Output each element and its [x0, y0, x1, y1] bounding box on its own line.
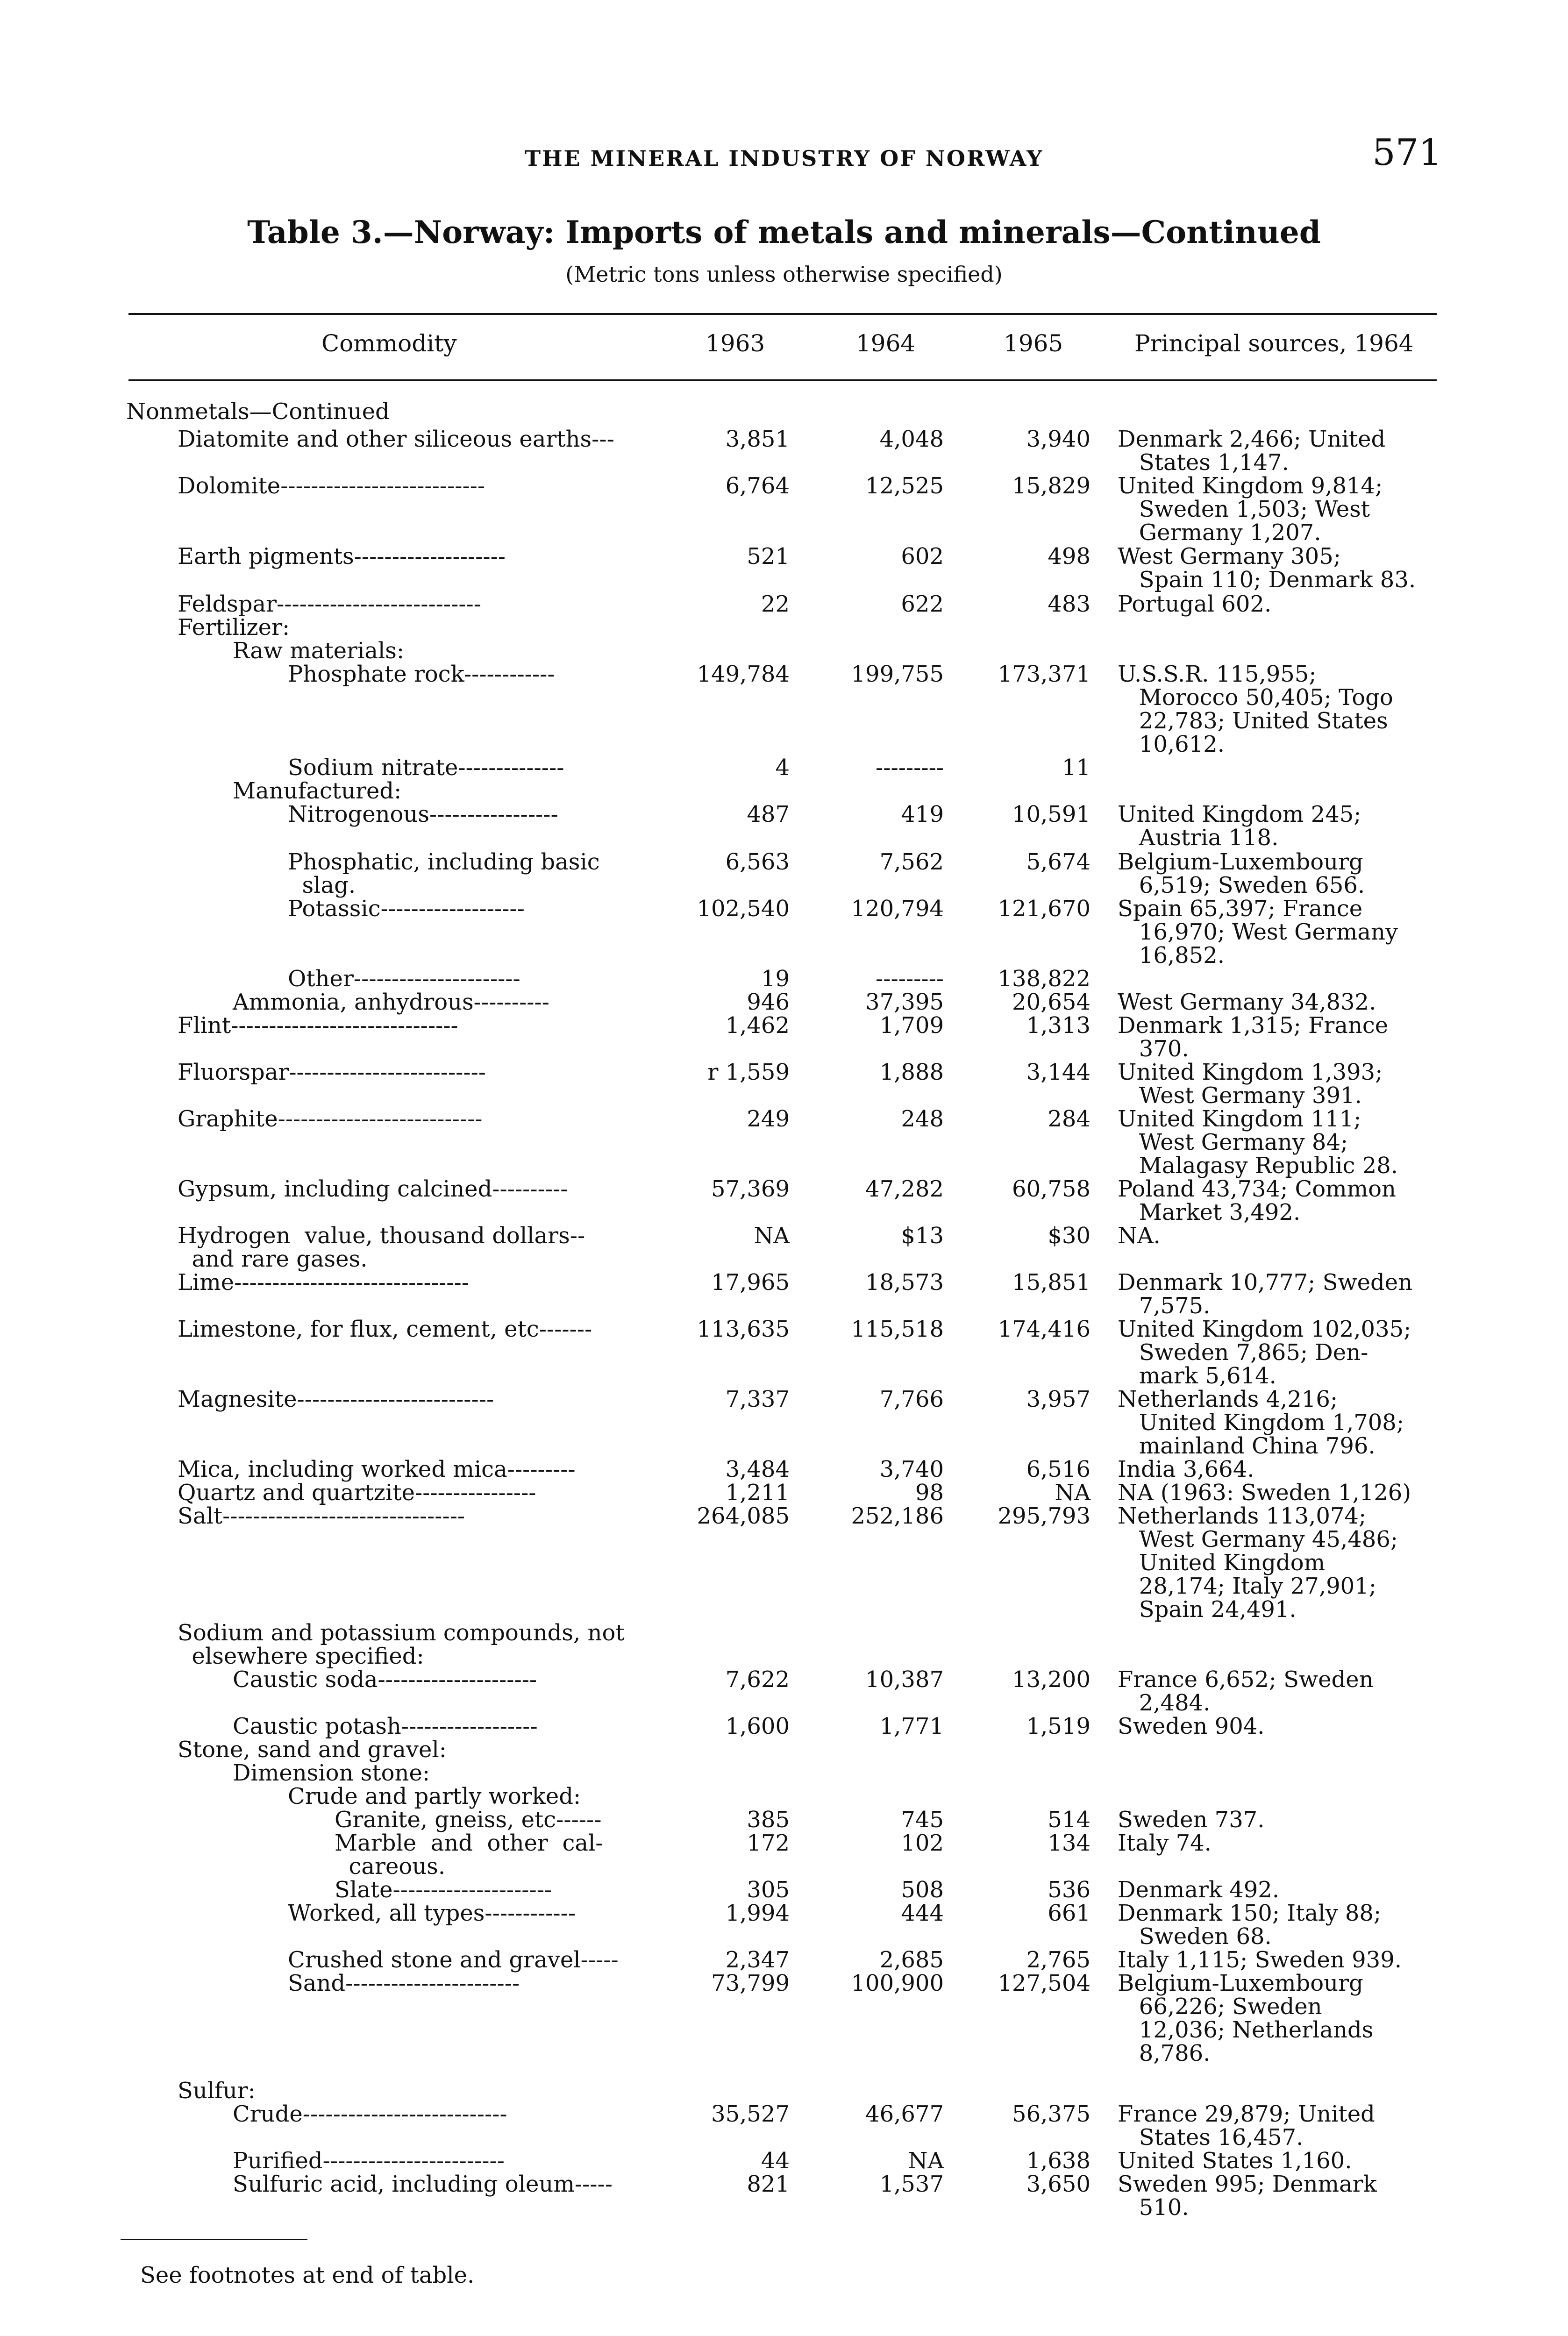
value-cell-1964: 102 [901, 1830, 944, 1856]
commodity-cell: Sulfur: [178, 2078, 256, 2104]
commodity-cell: Sulfuric acid, including oleum----- [233, 2171, 613, 2197]
commodity-cell: Phosphatic, including basic slag. [288, 849, 600, 898]
sources-cell: U.S.S.R. 115,955; Morocco 50,405; Togo 22,783; United States 10,612. [1118, 661, 1393, 757]
value-cell-1965: 3,957 [1026, 1386, 1090, 1412]
table-title: Table 3.—Norway: Imports of metals and minerals—Continued [247, 214, 1321, 250]
value-cell-1963: 17,965 [711, 1269, 790, 1296]
commodity-cell: Sand----------------------- [288, 1970, 520, 1996]
value-cell-1965: 498 [1048, 543, 1090, 570]
commodity-cell: Earth pigments-------------------- [178, 543, 506, 570]
commodity-cell: Crushed stone and gravel----- [288, 1947, 619, 1973]
value-cell-1963: NA [754, 1223, 790, 1249]
commodity-cell: Limestone, for flux, cement, etc------- [178, 1316, 592, 1342]
value-cell-1965: 15,829 [1012, 473, 1090, 499]
value-cell-1965: 174,416 [998, 1316, 1090, 1342]
sources-cell: NA (1963: Sweden 1,126) [1118, 1480, 1411, 1506]
value-cell-1965: 3,144 [1026, 1059, 1090, 1085]
value-cell-1964: --------- [876, 966, 944, 992]
value-cell-1964: 37,395 [865, 989, 944, 1015]
sources-cell: Poland 43,734; Common Market 3,492. [1118, 1176, 1396, 1225]
commodity-cell: Lime------------------------------- [178, 1269, 469, 1296]
value-cell-1964: 252,186 [851, 1503, 944, 1529]
value-cell-1965: 138,822 [998, 966, 1090, 992]
value-cell-1963: 1,462 [725, 1012, 790, 1039]
table-subtitle: (Metric tons unless otherwise specified) [565, 262, 1003, 287]
commodity-cell: Nonmetals—Continued [126, 399, 390, 425]
sources-cell: United Kingdom 9,814; Sweden 1,503; West Germany 1,207. [1118, 473, 1383, 546]
commodity-cell: Ammonia, anhydrous---------- [233, 989, 549, 1015]
value-cell-1963: 2,347 [725, 1947, 790, 1973]
value-cell-1964: 4,048 [879, 426, 944, 452]
commodity-cell: Diatomite and other siliceous earths--- [178, 426, 614, 452]
value-cell-1963: 172 [747, 1830, 790, 1856]
footnote: See footnotes at end of table. [140, 2262, 475, 2288]
sources-cell: Denmark 1,315; France 370. [1118, 1012, 1389, 1062]
value-cell-1963: 3,484 [725, 1456, 790, 1482]
sources-cell: India 3,664. [1118, 1456, 1254, 1482]
value-cell-1963: 487 [747, 801, 790, 827]
value-cell-1963: 305 [747, 1877, 790, 1903]
value-cell-1965: 1,638 [1026, 2148, 1090, 2174]
page-number: 571 [1372, 132, 1442, 174]
commodity-cell: Feldspar--------------------------- [178, 591, 481, 617]
value-cell-1964: 419 [901, 801, 944, 827]
sources-cell: United Kingdom 245; Austria 118. [1118, 801, 1361, 851]
commodity-cell: Purified------------------------ [233, 2148, 505, 2174]
column-header-1964: 1964 [856, 330, 916, 357]
value-cell-1963: 1,211 [725, 1480, 790, 1506]
footnote-rule [121, 2239, 307, 2240]
value-cell-1964: 7,766 [879, 1386, 944, 1412]
value-cell-1964: 100,900 [851, 1970, 944, 1996]
value-cell-1963: 7,337 [725, 1386, 790, 1412]
value-cell-1963: 35,527 [711, 2101, 790, 2127]
commodity-cell: Hydrogen value, thousand dollars-- and rare gases. [178, 1223, 585, 1272]
commodity-cell: Granite, gneiss, etc------ [335, 1807, 602, 1833]
commodity-cell: Marble and other cal- careous. [335, 1830, 603, 1880]
commodity-cell: Magnesite-------------------------- [178, 1386, 494, 1412]
value-cell-1963: 4 [775, 755, 790, 781]
value-cell-1963: 946 [747, 989, 790, 1015]
value-cell-1963: 385 [747, 1807, 790, 1833]
commodity-cell: Nitrogenous----------------- [288, 801, 558, 827]
commodity-cell: Salt-------------------------------- [178, 1503, 465, 1529]
commodity-cell: Sodium nitrate-------------- [288, 755, 564, 781]
column-header-commodity: Commodity [321, 330, 457, 357]
value-cell-1964: 602 [901, 543, 944, 570]
commodity-cell: Other---------------------- [288, 966, 520, 992]
sources-cell: Sweden 995; Denmark 510. [1118, 2171, 1377, 2221]
value-cell-1964: 508 [901, 1877, 944, 1903]
value-cell-1964: 120,794 [851, 896, 944, 922]
value-cell-1963: 521 [747, 543, 790, 570]
value-cell-1964: 199,755 [851, 661, 944, 687]
value-cell-1965: 60,758 [1012, 1176, 1090, 1202]
value-cell-1963: 7,622 [725, 1667, 790, 1693]
sources-cell: United States 1,160. [1118, 2148, 1352, 2174]
value-cell-1965: $30 [1048, 1223, 1090, 1249]
commodity-cell: Crude--------------------------- [233, 2101, 507, 2127]
commodity-cell: Slate--------------------- [335, 1877, 552, 1903]
running-head: THE MINERAL INDUSTRY OF NORWAY [524, 146, 1044, 171]
sources-cell: Italy 74. [1118, 1830, 1212, 1856]
sources-cell: Netherlands 4,216; United Kingdom 1,708; mainland China 796. [1118, 1386, 1404, 1459]
commodity-cell: Caustic potash------------------ [233, 1713, 538, 1739]
value-cell-1964: 1,709 [879, 1012, 944, 1039]
column-header-sources: Principal sources, 1964 [1134, 330, 1414, 357]
sources-cell: Portugal 602. [1118, 591, 1272, 617]
value-cell-1964: 7,562 [879, 849, 944, 875]
value-cell-1963: r 1,559 [707, 1059, 790, 1085]
value-cell-1963: 22 [761, 591, 790, 617]
value-cell-1965: 514 [1048, 1807, 1090, 1833]
commodity-cell: Gypsum, including calcined---------- [178, 1176, 568, 1202]
value-cell-1965: 121,670 [998, 896, 1090, 922]
value-cell-1965: 173,371 [998, 661, 1090, 687]
commodity-cell: Crude and partly worked: [288, 1783, 581, 1809]
sources-cell: Belgium-Luxembourg 66,226; Sweden 12,036; Netherlands 8,786. [1118, 1970, 1374, 2066]
value-cell-1963: 19 [761, 966, 790, 992]
value-cell-1963: 264,085 [697, 1503, 790, 1529]
column-header-1963: 1963 [706, 330, 765, 357]
value-cell-1964: 3,740 [879, 1456, 944, 1482]
commodity-cell: Phosphate rock------------ [288, 661, 555, 687]
sources-cell: NA. [1118, 1223, 1161, 1249]
commodity-cell: Caustic soda--------------------- [233, 1667, 537, 1693]
sources-cell: Sweden 904. [1118, 1713, 1265, 1739]
value-cell-1965: 13,200 [1012, 1667, 1090, 1693]
value-cell-1965: 15,851 [1012, 1269, 1090, 1296]
commodity-cell: Worked, all types------------ [288, 1900, 576, 1926]
value-cell-1964: 46,677 [865, 2101, 944, 2127]
value-cell-1964: --------- [876, 755, 944, 781]
value-cell-1965: 2,765 [1026, 1947, 1090, 1973]
sources-cell: West Germany 305; Spain 110; Denmark 83. [1118, 543, 1416, 593]
value-cell-1965: 56,375 [1012, 2101, 1090, 2127]
value-cell-1965: 11 [1062, 755, 1090, 781]
sources-cell: United Kingdom 1,393; West Germany 391. [1118, 1059, 1383, 1109]
value-cell-1964: 18,573 [865, 1269, 944, 1296]
value-cell-1965: 483 [1048, 591, 1090, 617]
value-cell-1965: 661 [1048, 1900, 1090, 1926]
value-cell-1965: NA [1055, 1480, 1090, 1506]
value-cell-1965: 3,650 [1026, 2171, 1090, 2197]
commodity-cell: Graphite--------------------------- [178, 1106, 483, 1132]
value-cell-1963: 44 [761, 2148, 790, 2174]
sources-cell: Denmark 10,777; Sweden 7,575. [1118, 1269, 1413, 1319]
commodity-cell: Raw materials: [233, 638, 405, 664]
value-cell-1963: 102,540 [697, 896, 790, 922]
value-cell-1965: 1,519 [1026, 1713, 1090, 1739]
sources-cell: Italy 1,115; Sweden 939. [1118, 1947, 1402, 1973]
value-cell-1963: 6,764 [725, 473, 790, 499]
sources-cell: Sweden 737. [1118, 1807, 1265, 1833]
value-cell-1963: 3,851 [725, 426, 790, 452]
value-cell-1965: 10,591 [1012, 801, 1090, 827]
commodity-cell: Mica, including worked mica--------- [178, 1456, 576, 1482]
value-cell-1965: 5,674 [1026, 849, 1090, 875]
commodity-cell: Sodium and potassium compounds, not elsewhere specified: [178, 1620, 625, 1669]
value-cell-1963: 6,563 [725, 849, 790, 875]
value-cell-1963: 249 [747, 1106, 790, 1132]
value-cell-1964: 248 [901, 1106, 944, 1132]
commodity-cell: Flint------------------------------ [178, 1012, 458, 1039]
value-cell-1964: 745 [901, 1807, 944, 1833]
value-cell-1963: 57,369 [711, 1176, 790, 1202]
value-cell-1965: 536 [1048, 1877, 1090, 1903]
value-cell-1963: 1,994 [725, 1900, 790, 1926]
sources-cell: United Kingdom 102,035; Sweden 7,865; Den- mark 5,614. [1118, 1316, 1411, 1389]
column-header-1965: 1965 [1004, 330, 1063, 357]
sources-cell: Denmark 492. [1118, 1877, 1280, 1903]
sources-cell: United Kingdom 111; West Germany 84; Malagasy Republic 28. [1118, 1106, 1398, 1179]
value-cell-1964: 1,888 [879, 1059, 944, 1085]
value-cell-1963: 821 [747, 2171, 790, 2197]
value-cell-1964: 47,282 [865, 1176, 944, 1202]
value-cell-1963: 1,600 [725, 1713, 790, 1739]
sources-cell: Denmark 150; Italy 88; Sweden 68. [1118, 1900, 1382, 1950]
sources-cell: Belgium-Luxembourg 6,519; Sweden 656. [1118, 849, 1365, 898]
value-cell-1964: 115,518 [851, 1316, 944, 1342]
value-cell-1963: 73,799 [711, 1970, 790, 1996]
sources-cell: France 29,879; United States 16,457. [1118, 2101, 1375, 2151]
value-cell-1964: 622 [901, 591, 944, 617]
value-cell-1965: 1,313 [1026, 1012, 1090, 1039]
value-cell-1965: 6,516 [1026, 1456, 1090, 1482]
value-cell-1964: 1,537 [879, 2171, 944, 2197]
value-cell-1963: 149,784 [697, 661, 790, 687]
commodity-cell: Fluorspar-------------------------- [178, 1059, 486, 1085]
value-cell-1965: 20,654 [1012, 989, 1090, 1015]
commodity-cell: Stone, sand and gravel: [178, 1737, 447, 1763]
sources-cell: Denmark 2,466; United States 1,147. [1118, 426, 1386, 476]
value-cell-1964: 98 [915, 1480, 944, 1506]
value-cell-1964: 2,685 [879, 1947, 944, 1973]
value-cell-1964: 444 [901, 1900, 944, 1926]
value-cell-1965: 295,793 [998, 1503, 1090, 1529]
commodity-cell: Dimension stone: [233, 1760, 430, 1786]
value-cell-1964: 12,525 [865, 473, 944, 499]
value-cell-1965: 134 [1048, 1830, 1090, 1856]
value-cell-1964: NA [908, 2148, 944, 2174]
sources-cell: West Germany 34,832. [1118, 989, 1376, 1015]
value-cell-1964: 1,771 [879, 1713, 944, 1739]
commodity-cell: Quartz and quartzite---------------- [178, 1480, 536, 1506]
value-cell-1964: $13 [901, 1223, 944, 1249]
value-cell-1963: 113,635 [697, 1316, 790, 1342]
sources-cell: Spain 65,397; France 16,970; West Germany 16,852. [1118, 896, 1398, 969]
value-cell-1965: 127,504 [998, 1970, 1090, 1996]
value-cell-1965: 3,940 [1026, 426, 1090, 452]
value-cell-1965: 284 [1048, 1106, 1090, 1132]
value-cell-1964: 10,387 [865, 1667, 944, 1693]
commodity-cell: Dolomite--------------------------- [178, 473, 485, 499]
commodity-cell: Fertilizer: [178, 614, 290, 641]
commodity-cell: Potassic------------------- [288, 896, 525, 922]
commodity-cell: Manufactured: [233, 778, 402, 804]
sources-cell: Netherlands 113,074; West Germany 45,486; United Kingdom 28,174; Italy 27,901; Spain 24,491. [1118, 1503, 1398, 1623]
sources-cell: France 6,652; Sweden 2,484. [1118, 1667, 1374, 1716]
